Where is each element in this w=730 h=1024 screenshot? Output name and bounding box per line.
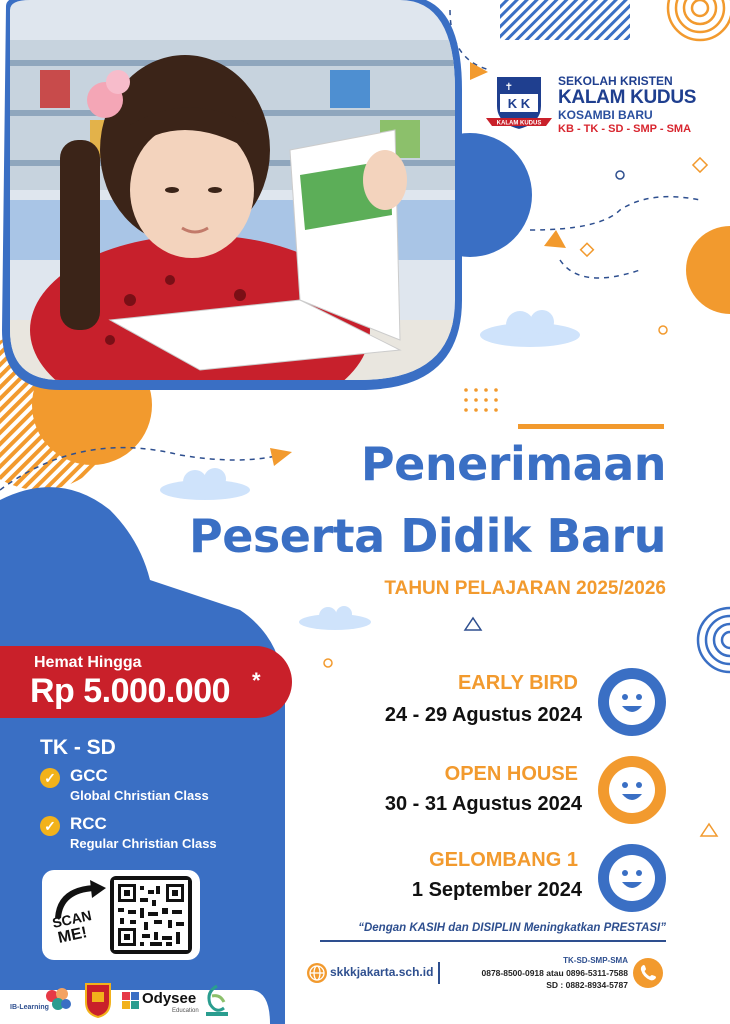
class-name-rcc: Regular Christian Class <box>70 836 217 851</box>
crest-banner: KALAM KUDUS <box>496 120 542 127</box>
check-icon: ✓ <box>40 768 60 788</box>
check-icon: ✓ <box>40 816 60 836</box>
school-name: KALAM KUDUS <box>558 87 697 108</box>
smiley-icon <box>592 838 672 918</box>
school-location: KOSAMBI BARU <box>558 108 653 122</box>
event-date-early-bird: 24 - 29 Agustus 2024 <box>384 704 582 726</box>
scan-card <box>42 870 200 960</box>
headline-line1: Penerimaan <box>360 437 666 491</box>
school-levels: KB - TK - SD - SMP - SMA <box>558 123 692 135</box>
discount-amount: Rp 5.000.000 <box>30 672 231 710</box>
class-code-rcc: RCC <box>70 814 107 833</box>
event-title-open-house: OPEN HOUSE <box>444 763 578 785</box>
academic-year: TAHUN PELAJARAN 2025/2026 <box>384 578 666 599</box>
odysee-logo-icon <box>122 992 140 1010</box>
scan-text-line2: ME! <box>56 924 89 947</box>
website-link[interactable]: skkkjakarta.sch.id <box>330 965 434 979</box>
event-title-gelombang: GELOMBANG 1 <box>429 849 578 871</box>
cambridge-crest-icon <box>84 982 112 1018</box>
tagline: “Dengan KASIH dan DISIPLIN Meningkatkan PRESTASI” <box>358 922 666 934</box>
headline-line2: Peserta Didik Baru <box>188 509 666 563</box>
svg-text:✝: ✝ <box>504 82 514 93</box>
phone-icon[interactable] <box>632 957 664 989</box>
program-level: TK - SD <box>40 736 116 759</box>
smiley-icon <box>592 662 672 742</box>
ib-learning-label: IB-Learning <box>10 1004 49 1011</box>
discount-label: Hemat Hingga <box>34 654 142 671</box>
contact-levels: TK-SD-SMP-SMA <box>563 956 628 965</box>
event-date-open-house: 30 - 31 Agustus 2024 <box>384 793 582 815</box>
globe-icon <box>306 962 328 984</box>
scan-text-line1: SCAN <box>50 907 93 931</box>
contact-sd-phone[interactable]: SD : 0882-8934-5787 <box>546 980 628 990</box>
school-line1: SEKOLAH KRISTEN <box>558 74 673 88</box>
smiley-icon <box>592 750 672 830</box>
green-partner-logo-icon <box>204 984 230 1018</box>
odysee-sublabel: Education <box>172 1008 199 1014</box>
event-title-early-bird: EARLY BIRD <box>457 672 578 694</box>
class-name-gcc: Global Christian Class <box>70 788 209 803</box>
class-code-gcc: GCC <box>70 766 108 785</box>
student-photo <box>0 0 470 400</box>
discount-banner <box>0 646 292 718</box>
discount-asterisk: * <box>252 668 261 693</box>
odysee-label: Odysee <box>142 990 197 1007</box>
contact-divider <box>438 962 440 984</box>
tagline-underline <box>320 940 666 942</box>
event-date-gelombang: 1 September 2024 <box>411 879 582 901</box>
crest-letters: K K <box>507 96 531 111</box>
contact-phones[interactable]: 0878-8500-0918 atau 0896-5311-7588 <box>481 968 628 978</box>
qr-code[interactable] <box>110 876 192 954</box>
school-crest-icon <box>484 72 554 134</box>
